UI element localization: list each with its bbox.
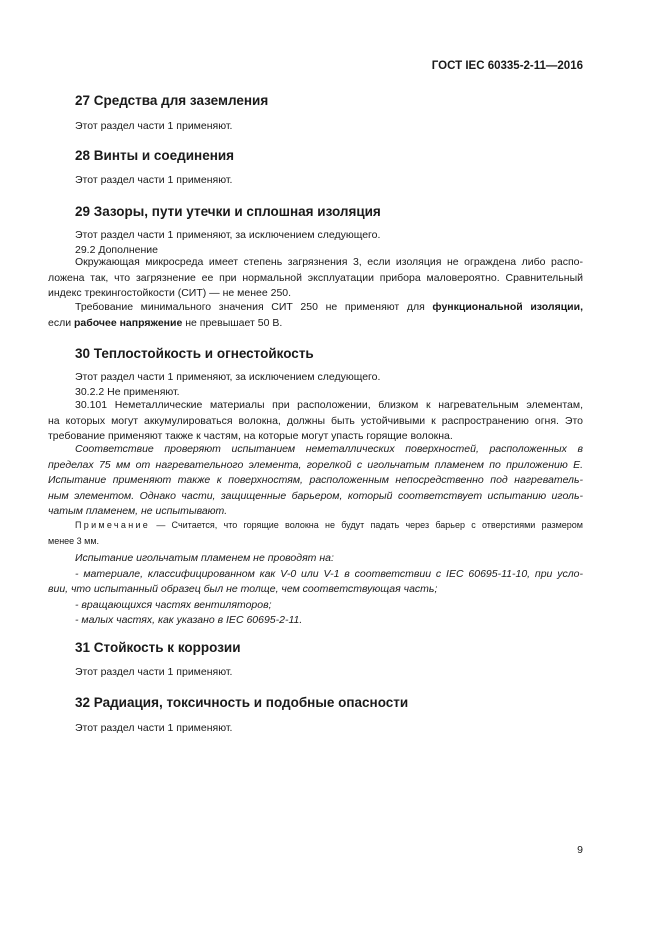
- text-run: — Считается, что горящие волокна не будут падать через барьер с отверстиями размером: [150, 520, 583, 530]
- section-28-title: 28 Винты и соединения: [75, 148, 235, 163]
- section-29-title: 29 Зазоры, пути утечки и сплошная изоляция: [75, 204, 381, 219]
- text-line: требование применяют также к частям, на которые могут упасть горящие волокна.: [48, 430, 453, 442]
- section-29-paragraph-2: [48, 300, 583, 331]
- section-29-2-heading: 29.2 Дополнение: [75, 244, 158, 256]
- text-line: Испытание игольчатым пламенем не проводят на:: [75, 552, 334, 564]
- standard-header: ГОСТ IEC 60335-2-11—2016: [431, 60, 583, 72]
- section-30-title: 30 Теплостойкость и огнестойкость: [75, 346, 314, 361]
- section-27-title: 27 Средства для заземления: [75, 93, 269, 108]
- text-line: Окружающая микросреда имеет степень загрязнения 3, если изоляция не ограждена либо распо-: [75, 256, 583, 268]
- text-line: индекс трекингостойкости (СИТ) — не менее 250.: [48, 287, 292, 299]
- text-line: ным элементом. Однако части, защищенные барьером, который соответствует испытанию иголь-: [48, 489, 583, 502]
- section-30-2-2: 30.2.2 Не применяют.: [75, 386, 180, 398]
- text-line: ложена так, что загрязнение ее при нормальной эксплуатации прибора маловероятно. Сравнительный: [48, 271, 583, 284]
- text-line: на которых могут аккумулироваться волокна, должны быть устойчивыми к распространению огня. Это: [48, 414, 583, 427]
- needle-flame-exemptions: [48, 551, 583, 629]
- text-line: менее 3 мм.: [48, 535, 100, 546]
- text-line: [48, 518, 583, 534]
- term-functional-insulation: функциональной изоляции,: [432, 301, 583, 313]
- text-line: [48, 300, 583, 316]
- section-30-intro: Этот раздел части 1 применяют, за исключением следующего.: [75, 371, 381, 383]
- text-line: 30.101 Неметаллические материалы при расположении, близком к нагревательным элементам,: [75, 399, 583, 411]
- section-27-text: Этот раздел части 1 применяют.: [75, 120, 233, 132]
- section-30-101-paragraph: [48, 398, 583, 445]
- section-31-title: 31 Стойкость к коррозии: [75, 640, 241, 655]
- text-line: Соответствие проверяют испытанием неметаллических поверхностей, расположенных в: [75, 443, 583, 455]
- note-block: [48, 518, 583, 549]
- text-line: чатым пламенем, не испытывают.: [48, 505, 228, 517]
- list-item: - малых частях, как указано в IEC 60695-2-11.: [75, 614, 303, 626]
- page-number: 9: [577, 844, 583, 856]
- compliance-paragraph: [48, 442, 583, 520]
- text-run: не превышает 50 В.: [182, 316, 283, 329]
- text-line: [48, 316, 583, 332]
- section-32-title: 32 Радиация, токсичность и подобные опасности: [75, 695, 409, 710]
- section-29-intro: Этот раздел части 1 применяют, за исключением следующего.: [75, 229, 381, 241]
- text-run: если: [48, 316, 74, 329]
- term-working-voltage: рабочее напряжение: [74, 316, 183, 329]
- text-run: Требование минимального значения СИТ 250 не применяют для: [75, 301, 433, 313]
- section-31-text: Этот раздел части 1 применяют.: [75, 666, 233, 678]
- text-line: пределах 75 мм от нагревательного элемента, горелкой с игольчатым пламенем по приложению Е.: [48, 458, 583, 471]
- section-32-text: Этот раздел части 1 применяют.: [75, 722, 233, 734]
- text-line: вии, что испытанный образец был не толще, чем соответствующая часть;: [48, 583, 438, 595]
- section-28-text: Этот раздел части 1 применяют.: [75, 174, 233, 186]
- note-label: Примечание: [75, 520, 151, 530]
- list-item: - вращающихся частях вентиляторов;: [75, 598, 272, 611]
- section-29-paragraph-1: [48, 255, 583, 302]
- text-line: Испытание применяют также к поверхностям, расположенным непосредственно под нагреватель-: [48, 474, 583, 486]
- list-item: - материале, классифицированном как V-0 или V-1 в соответствии с IEC 60695-11-10, при усло-: [75, 567, 583, 580]
